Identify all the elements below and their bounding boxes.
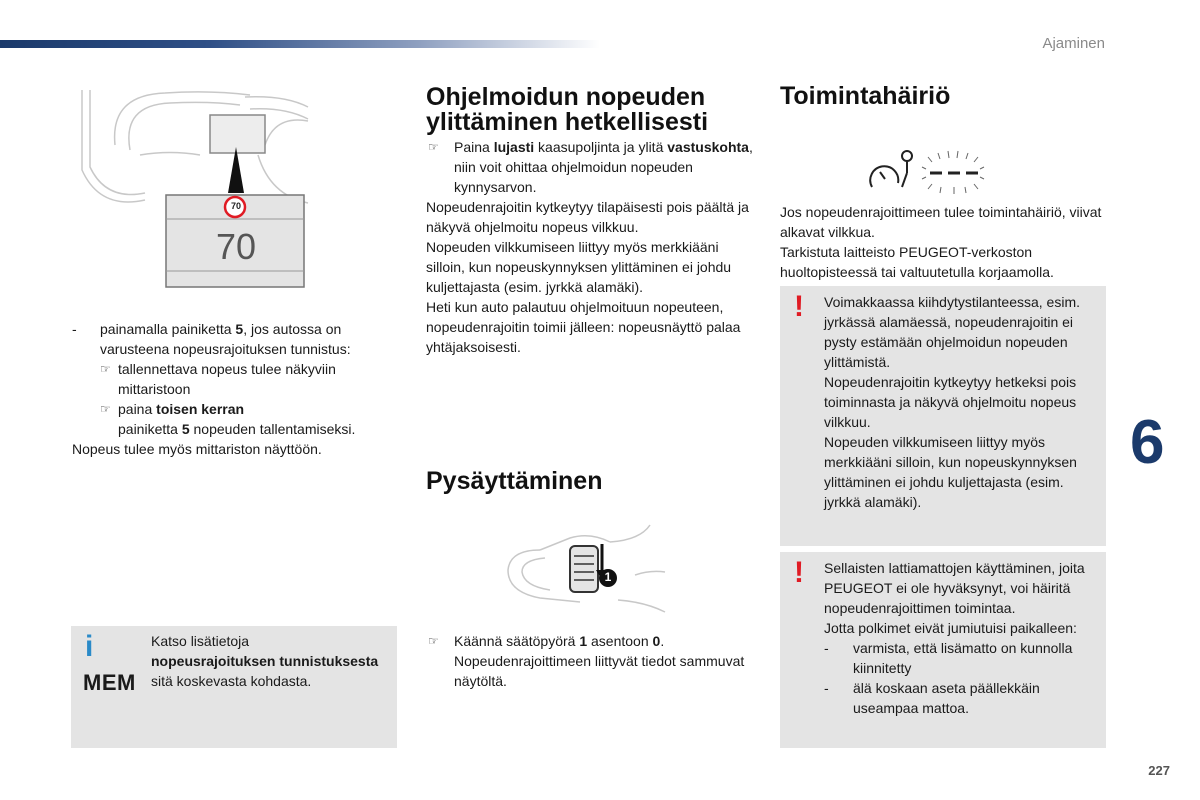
steering-stalk-illustration [500,520,670,615]
section-heading-fault: Toimintahäiriö [780,82,951,110]
pointing-hand-icon: ☞ [100,362,111,376]
warning-text: Voimakkaassa kiihdytystilanteessa, esim. jyrkässä alamäessä, nopeudenrajoitin ei pysty estämään ohjelmoidun nopeuden ylittämistä. Nopeudenrajoitin kytkeytyy hetkeksi pois toiminnasta ja näkyvä ohjelmoitu nopeus vilkkuu. Nopeuden vilkkumiseen liittyy myös merkkiääni silloin, kun nopeuskynnyksen ylittäminen ei johdu kuljettajasta (esim. jyrkkä alamäki). [824,294,1080,510]
sub-list-item: ☞ paina toisen kerran [100,401,245,417]
paragraph: Nopeus tulee myös mittariston näyttöön. [72,441,322,457]
fault-display-illustration [860,145,1010,195]
instruction-bullet: ☞ Paina lujasti kaasupoljinta ja ylitä vastuskohta, niin voit ohittaa ohjelmoidun nopeuden kynnysarvon. [428,139,753,195]
speed-sign-value: 70 [230,201,241,211]
paragraph: Heti kun auto palautuu ohjelmoituun nopeuteen, nopeudenrajoitin toimii jälleen: nopeusnäyttö palaa yhtäjaksoisesti. [426,299,741,355]
section-heading-stop: Pysäyttäminen [426,467,603,495]
paragraph: Nopeudenrajoitin kytkeytyy tilapäisesti pois päältä ja näkyvä ohjelmoitu nopeus vilkkuu. [426,199,749,235]
overspeed-text [426,137,761,357]
display-speed-value: 70 [215,226,257,267]
list-item: - painamalla painiketta 5, jos autossa on varusteena nopeusrajoituksen tunnistus: [72,321,351,357]
list-item: - varmista, että lisämatto on kunnolla kiinnitetty [824,640,1073,676]
sub-list-continuation: painiketta 5 nopeuden tallentamiseksi. [118,421,356,437]
pointing-hand-icon: ☞ [428,634,439,648]
info-box [71,626,397,748]
chapter-number: 6 [1130,408,1165,477]
info-text: Katso lisätietoja nopeusrajoituksen tunnistuksesta sitä koskevasta kohdasta. [151,633,379,689]
pointing-hand-icon: ☞ [428,140,439,154]
section-title: Ajaminen [1042,35,1105,52]
list-dash: - [72,321,77,337]
paragraph: Tarkistuta laitteisto PEUGEOT-verkoston huoltopisteessä tai valtuutetulla korjaamolla. [780,244,1054,280]
pointing-hand-icon: ☞ [100,402,111,416]
speedometer-limiter-icon [870,151,912,187]
header-color-bar [0,40,600,48]
warning-icon: ! [794,290,804,323]
warning-box [780,552,1106,748]
warning-text: Sellaisten lattiamattojen käyttäminen, joita PEUGEOT ei ole hyväksynyt, voi häiritä nopeudenrajoittimen toimintaa. Jotta polkimet eivät jumiutuisi paikalleen: - varmista, että lisämatto on kunnolla kiinnitetty - älä koskaan aseta päällekkäin useampaa mattoa. [824,558,1099,718]
paragraph: Nopeuden vilkkumiseen liittyy myös merkkiääni silloin, kun nopeuskynnyksen ylittäminen ei johdu kuljettajasta (esim. jyrkkä alamäki). [426,239,732,295]
blinking-dashes-icon [922,151,984,194]
warning-box [780,286,1106,546]
paragraph: Jos nopeudenrajoittimeen tulee toimintahäiriö, viivat alkavat vilkkua. [780,204,1102,240]
stop-text [426,631,746,691]
store-speed-instructions [72,319,392,459]
instruction-bullet: ☞ Käännä säätöpyörä 1 asentoon 0. Nopeudenrajoittimeen liittyvät tiedot sammuvat näytöltä. [428,633,745,689]
list-item: - älä koskaan aseta päällekkäin useampaa mattoa. [824,680,1040,716]
mem-label: MEM [83,670,136,695]
warning-icon: ! [794,556,804,589]
page-number: 227 [1148,763,1170,778]
sub-list-item: ☞ tallennettava nopeus tulee näkyviin mittaristoon [100,361,336,397]
thumbwheel-icon [570,546,598,592]
instrument-cluster-illustration [70,85,310,290]
section-heading-overspeed: Ohjelmoidun nopeuden ylittäminen hetkellisesti [426,83,709,136]
callout-number: 1 [604,570,612,584]
info-icon: i [85,630,94,663]
fault-text [780,202,1110,282]
